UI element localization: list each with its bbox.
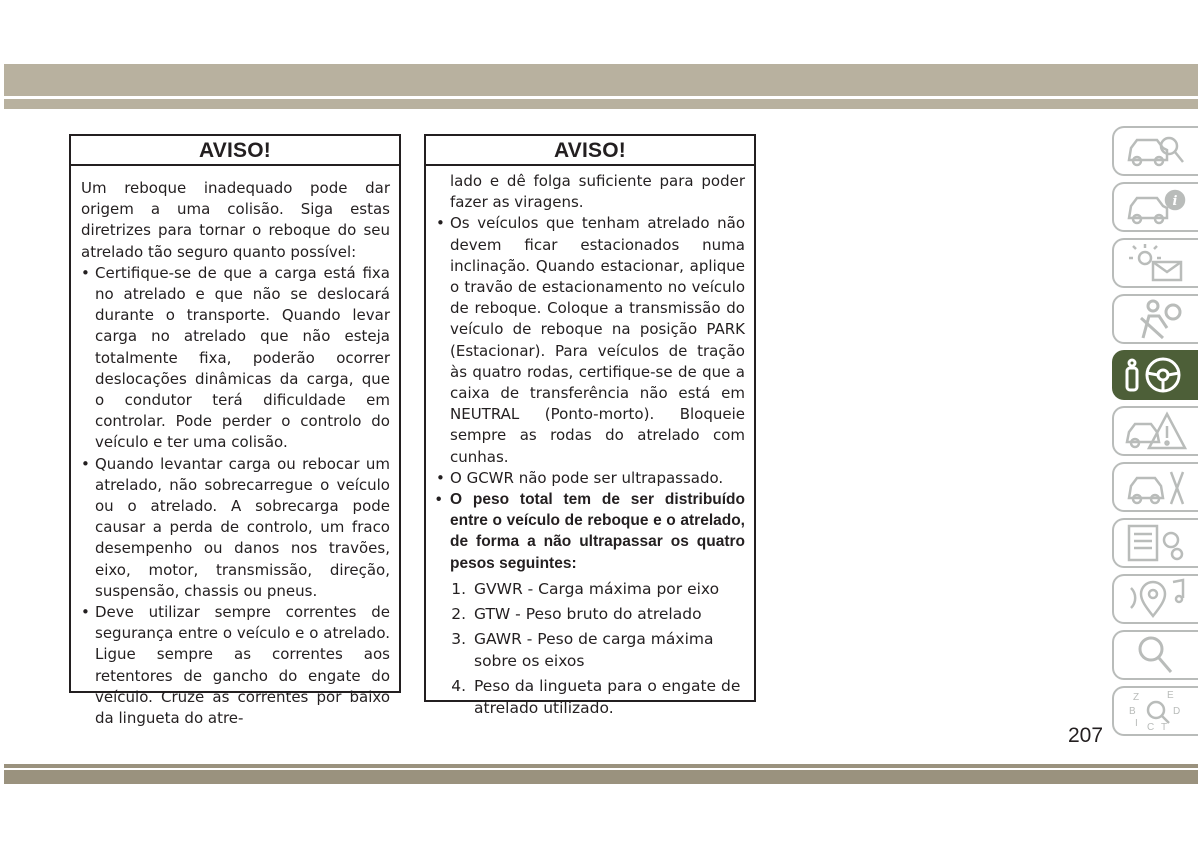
warning-box-left: [69, 134, 401, 728]
svg-text:B: B: [1129, 706, 1136, 717]
specifications-gear-icon: [1123, 522, 1189, 564]
search-magnifier-icon: [1123, 634, 1189, 676]
warning-bullet: • Os veículos que tenham atrelado não devem ficar estacionados numa inclinação. Quando estacionar, aplique o travão de estacionamento no veículo de reboque. Coloque a transmissão do veículo de reboque na posição PARK (Estacionar). Para veículos de tração às quatro rodas, certifique-se de que a caixa de transferência não está em NEUTRAL (Ponto-morto). Bloqueie sempre as rodas do atrelado com cunhas.: [436, 213, 745, 467]
weight-list-item: 2. GTW - Peso bruto do atrelado: [451, 604, 702, 623]
tab-multimedia[interactable]: [1112, 574, 1198, 624]
tab-search[interactable]: [1112, 630, 1198, 680]
car-search-icon: [1123, 130, 1189, 172]
weight-list-item: 1. GVWR - Carga máxima por eixo: [451, 579, 720, 598]
tab-servicing[interactable]: [1112, 462, 1198, 512]
warning-continuation: lado e dê folga suficiente para poder fazer as viragens.: [450, 172, 745, 212]
svg-text:D: D: [1173, 706, 1181, 717]
warning-bullet: • Deve utilizar sempre correntes de segurança entre o veículo e o atrelado. Ligue sempre as correntes aos retentores de gancho do engate do veículo. Cruze as correntes por baixo da lingueta do atre-: [81, 602, 390, 729]
multimedia-note-icon: [1123, 578, 1189, 620]
svg-text:E: E: [1167, 690, 1174, 701]
svg-text:C: C: [1147, 722, 1155, 732]
svg-text:I: I: [1135, 718, 1138, 729]
warning-box-right: [424, 134, 756, 717]
dashboard-light-message-icon: [1123, 242, 1189, 284]
svg-text:Z: Z: [1133, 692, 1140, 703]
page-number: 207: [1068, 724, 1104, 747]
tab-index[interactable]: [1112, 686, 1198, 736]
tab-car-search[interactable]: [1112, 126, 1198, 176]
weight-list-item: 3. GAWR - Peso de carga máxima sobre os eixos: [451, 629, 714, 670]
svg-text:i: i: [1172, 194, 1178, 209]
tab-car-info[interactable]: [1112, 182, 1198, 232]
footer-rule: [4, 764, 1198, 768]
key-steering-wheel-icon: [1123, 354, 1189, 396]
header-rule: [4, 99, 1198, 109]
tab-starting-driving[interactable]: [1112, 350, 1198, 400]
svg-text:T: T: [1161, 722, 1168, 732]
tab-safety[interactable]: [1112, 294, 1198, 344]
weight-list-item: 4. Peso da lingueta para o engate de atrelado utilizado.: [451, 676, 741, 717]
header-band: [4, 64, 1198, 96]
car-service-tools-icon: [1123, 466, 1189, 508]
tab-dashboard-lights[interactable]: [1112, 238, 1198, 288]
warning-bullet: • Certifique-se de que a carga está fixa no atrelado e que não se deslocará durante o transporte. Quando levar carga no atrelado que não esteja totalmente fixa, poderão ocorrer deslocações dinâmicas da carga, que o condutor terá dificuldade em controlar. Pode perder o controlo do veículo e ter uma colisão.: [81, 263, 390, 454]
car-info-icon: [1123, 186, 1189, 228]
tab-emergency[interactable]: [1112, 406, 1198, 456]
warning-heading: AVISO!: [426, 136, 754, 166]
alphabetical-index-icon: [1123, 690, 1189, 732]
footer-band: [4, 770, 1198, 784]
warning-bullet-bold: • O peso total tem de ser distribuído entre o veículo de reboque e o atrelado, de forma a não ultrapassar os quatro pesos seguintes:: [436, 489, 745, 574]
seatbelt-airbag-icon: [1123, 298, 1189, 340]
warning-bullet: • O GCWR não pode ser ultrapassado.: [436, 468, 745, 489]
warning-heading: AVISO!: [71, 136, 399, 166]
tab-specifications[interactable]: [1112, 518, 1198, 568]
warning-bullet: • Quando levantar carga ou rebocar um atrelado, não sobrecarregue o veículo ou o atrelado. A sobrecarga pode causar a perda de controlo, um fraco desempenho ou danos nos travões, eixo, motor, transmissão, direção, suspensão, chassis ou pneus.: [81, 454, 390, 602]
car-warning-triangle-icon: [1123, 410, 1189, 452]
warning-intro: Um reboque inadequado pode dar origem a uma colisão. Siga estas diretrizes para tornar o reboque do seu atrelado tão seguro quanto possível:: [81, 179, 390, 261]
